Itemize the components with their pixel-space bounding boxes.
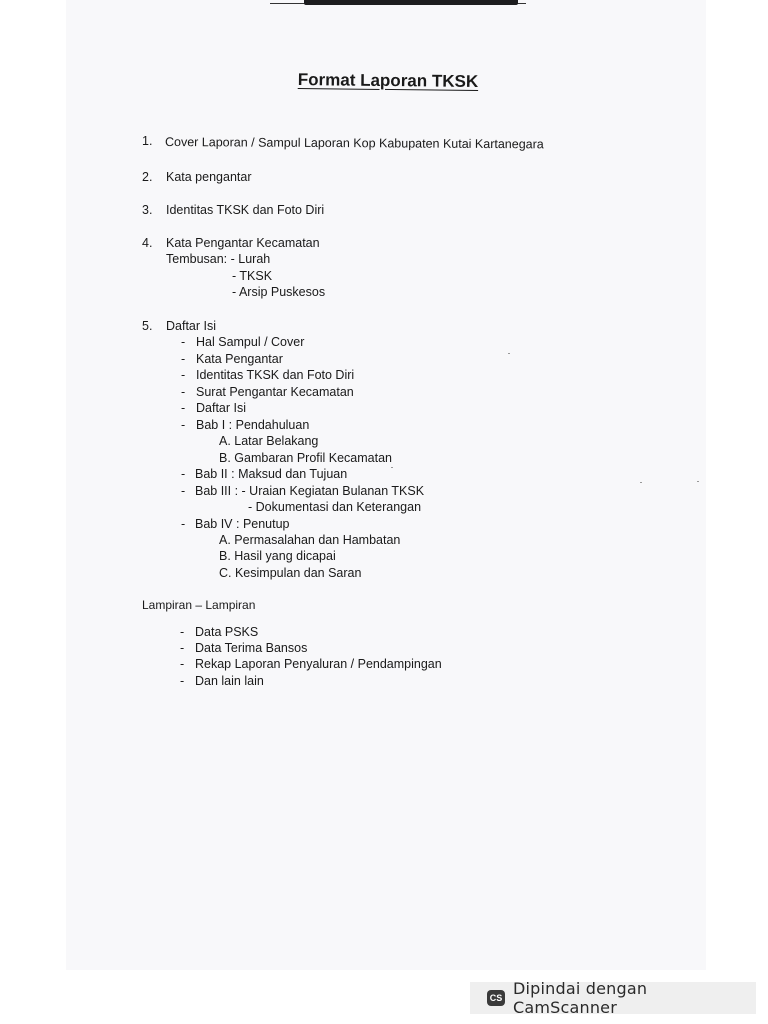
dash-bullet: - [181,352,186,366]
toc-entry: Bab I : Pendahuluan [196,418,310,432]
dash-bullet: - [181,335,186,349]
dash-bullet: - [181,517,186,531]
dash-bullet: - [181,484,186,498]
toc-entry: Kata Pengantar [196,352,283,366]
watermark-text: Dipindai dengan CamScanner [512,979,648,1017]
item-number: 2. [142,170,153,184]
item-number: 4. [142,236,153,250]
dash-bullet: - [181,368,186,382]
tembusan-line: - TKSK [232,269,273,283]
toc-entry: Bab II : Maksud dan Tujuan [195,467,348,481]
dash-bullet: - [181,418,186,432]
dash-bullet: - [181,467,186,481]
dash-bullet: - [180,625,185,639]
toc-entry: Bab III : - Uraian Kegiatan Bulanan TKSK [195,484,425,498]
clip-bar [304,0,518,5]
toc-entry: Hal Sampul / Cover [196,335,305,349]
toc-subentry: C. Kesimpulan dan Saran [219,566,362,580]
item-text: Daftar Isi [166,319,217,333]
tembusan-line: Tembusan: - Lurah [166,252,271,266]
toc-entry: Daftar Isi [196,401,247,415]
item-number: 1. [142,134,153,148]
scan-speck [391,467,393,468]
toc-subentry: - Dokumentasi dan Keterangan [248,500,422,514]
item-text: Identitas TKSK dan Foto Diri [166,203,325,217]
dash-bullet: - [180,657,185,671]
lampiran-entry: Rekap Laporan Penyaluran / Pendampingan [195,657,442,671]
document-title: Format Laporan TKSK [297,70,479,91]
lampiran-entry: Dan lain lain [195,674,264,688]
item-text: Kata Pengantar Kecamatan [166,236,320,250]
item-number: 3. [142,203,153,217]
toc-entry: Identitas TKSK dan Foto Diri [196,368,355,382]
toc-subentry: B. Hasil yang dicapai [219,549,336,563]
dash-bullet: - [181,401,186,415]
toc-subentry: A. Latar Belakang [219,434,319,448]
item-text: Kata pengantar [166,170,252,184]
camscanner-icon: CS [487,990,505,1006]
lampiran-entry: Data Terima Bansos [195,641,308,655]
toc-entry: Bab IV : Penutup [195,517,290,531]
lampiran-heading: Lampiran – Lampiran [142,598,256,612]
dash-bullet: - [180,641,185,655]
dash-bullet: - [180,674,185,688]
camscanner-watermark [470,979,756,1017]
toc-entry: Surat Pengantar Kecamatan [196,385,354,399]
item-text: Cover Laporan / Sampul Laporan Kop Kabupaten Kutai Kartanegara [164,135,544,152]
item-number: 5. [142,319,153,333]
scan-speck [697,481,699,482]
scan-speck [508,353,510,354]
toc-subentry: B. Gambaran Profil Kecamatan [219,451,392,465]
toc-subentry: A. Permasalahan dan Hambatan [219,533,401,547]
lampiran-entry: Data PSKS [195,625,259,639]
binder-clip-edge [270,0,526,6]
dash-bullet: - [181,385,186,399]
tembusan-line: - Arsip Puskesos [232,285,326,299]
scan-speck [640,482,642,483]
